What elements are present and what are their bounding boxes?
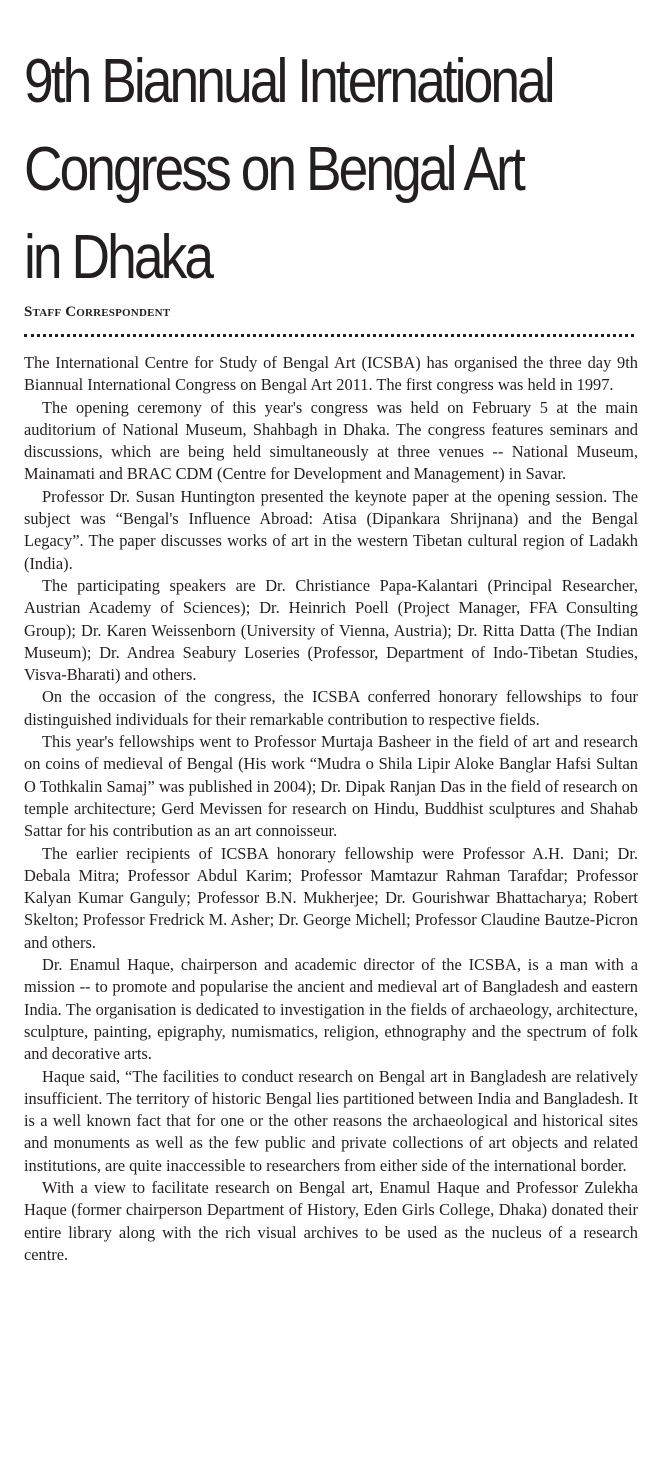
- article-body: [24, 352, 638, 1266]
- paragraph-8: Dr. Enamul Haque, chairperson and academic director of the ICSBA, is a man with a mission -- to promote and popularise the ancient and medieval art of Bangladesh and eastern India. The organisation is dedicated to investigation in the fields of archaeology, architecture, sculpture, painting, epigraphy, numismatics, religion, ethnography and the spectrum of folk and decorative arts.: [24, 955, 638, 1064]
- paragraph-1: The International Centre for Study of Bengal Art (ICSBA) has organised the three day 9th Biannual International Congress on Bengal Art 2011. The first congress was held in 1997.: [24, 353, 638, 395]
- paragraph-7: The earlier recipients of ICSBA honorary fellowship were Professor A.H. Dani; Dr. Debala Mitra; Professor Abdul Karim; Professor Mamtazur Rahman Tarafdar; Professor Kalyan Kumar Ganguly; Professor B.N. Mukherjee; Dr. Gourishwar Bhattacharya; Robert Skelton; Professor Fredrick M. Asher; Dr. George Michell; Professor Claudine Bautze-Picron and others.: [24, 843, 638, 952]
- headline-line-1: 9th Biannual International: [24, 47, 553, 116]
- headline-line-3: in Dhaka: [24, 223, 212, 292]
- paragraph-10: With a view to facilitate research on Bengal art, Enamul Haque and Professor Zulekha Haque (former chairperson Department of History, Eden Girls College, Dhaka) donated their entire library along with the rich visual archives to be used as the nucleus of a research centre.: [24, 1177, 638, 1264]
- byline: Staff Correspondent: [24, 304, 171, 320]
- dotted-divider: [24, 334, 634, 337]
- paragraph-2: The opening ceremony of this year's congress was held on February 5 at the main auditorium of National Museum, Shahbagh in Dhaka. The congress features seminars and discussions, which are being held simultaneously at three venues -- National Museum, Mainamati and BRAC CDM (Centre for Development and Management) in Savar.: [24, 397, 638, 484]
- paragraph-4: The participating speakers are Dr. Christiance Papa-Kalantari (Principal Researcher, Austrian Academy of Sciences); Dr. Heinrich Poell (Project Manager, FFA Consulting Group); Dr. Karen Weissenborn (University of Vienna, Austria); Dr. Ritta Datta (The Indian Museum); Dr. Andrea Seabury Loseries (Professor, Department of Indo-Tibetan Studies, Visva-Bharati) and others.: [24, 575, 638, 685]
- news-article: [24, 0, 638, 1266]
- paragraph-6: This year's fellowships went to Professor Murtaja Basheer in the field of art and research on coins of medieval of Bengal (His work “Mudra o Shila Lipir Aloke Banglar Hafsi Sultan O Tothkalin Samaj” was published in 2004); Dr. Dipak Ranjan Das in the field of research on temple architecture; Gerd Mevissen for research on Hindu, Buddhist sculptures and Shahab Sattar for his contribution as an art connoisseur.: [24, 732, 638, 841]
- paragraph-3: Professor Dr. Susan Huntington presented the keynote paper at the opening session. The subject was “Bengal's Influence Abroad: Atisa (Dipankara Shrijnana) and the Bengal Legacy”. The paper discusses works of art in the western Tibetan cultural region of Ladakh (India).: [24, 486, 638, 573]
- paragraph-9: Haque said, “The facilities to conduct research on Bengal art in Bangladesh are relatively insufficient. The territory of historic Bengal lies partitioned between India and Bangladesh. It is a well known fact that for one or the other reasons the archaeological and historical sites and monuments as well as the few public and private collections of art objects and related institutions, are quite inaccessible to researchers from either side of the international border.: [24, 1066, 638, 1175]
- headline: [24, 0, 643, 302]
- paragraph-5: On the occasion of the congress, the ICSBA conferred honorary fellowships to four distinguished individuals for their remarkable contribution to respective fields.: [24, 687, 638, 729]
- headline-line-2: Congress on Bengal Art: [24, 135, 523, 204]
